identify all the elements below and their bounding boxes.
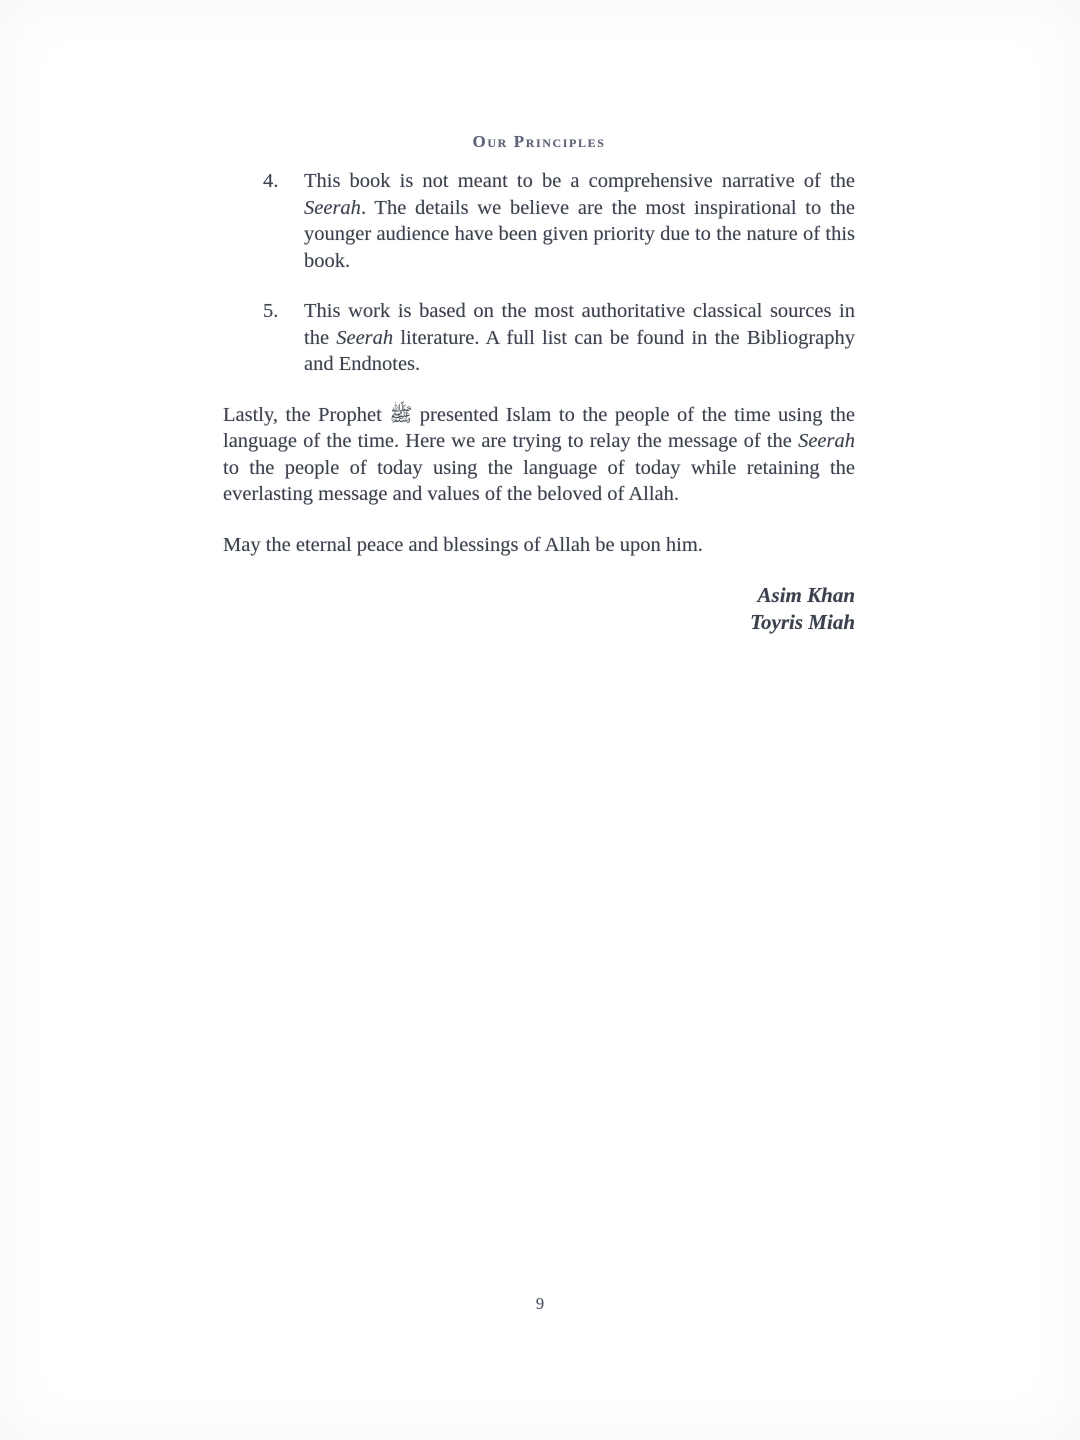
list-item-5-text-italic: Seerah	[336, 326, 394, 349]
closing-paragraph-b: presented Islam to the people of the time using the language of the time. Here we are trying to relay the message of the	[223, 403, 855, 452]
pbuh-symbol: ﷺ	[389, 403, 413, 426]
running-header: Our Principles	[472, 132, 606, 151]
list-item-5-text	[304, 298, 855, 378]
signature-author-1: Asim Khan	[757, 583, 855, 607]
list-item-4-text-italic: Seerah	[304, 196, 361, 219]
dua-paragraph: May the eternal peace and blessings of Allah be upon him.	[223, 533, 703, 556]
list-item-5	[223, 298, 855, 378]
list-item-4	[223, 168, 855, 274]
list-item-5-number: 5.	[263, 300, 279, 322]
list-item-4-number: 4.	[263, 170, 279, 192]
closing-paragraph-c: to the people of today using the language of today while retaining the everlasting message and values of the beloved of Allah.	[223, 456, 855, 505]
page-content	[223, 132, 855, 636]
list-item-5-text-b: literature. A full list can be found in the Bibliography and Endnotes.	[304, 326, 855, 375]
page-number: 9	[535, 1294, 545, 1313]
list-item-4-text-b: . The details we believe are the most inspirational to the younger audience have been given priority due to the nature of this book.	[304, 196, 855, 272]
list-item-4-text	[304, 168, 855, 274]
signature-author-2: Toyris Miah	[750, 610, 855, 634]
closing-paragraph-italic: Seerah	[798, 430, 855, 452]
signature-block	[223, 582, 855, 636]
closing-paragraph-a: Lastly, the Prophet	[223, 403, 390, 426]
list-item-5-text-a: This work is based on the most authoritative classical sources in the	[304, 300, 855, 349]
list-item-4-text-a: This book is not meant to be a comprehensive narrative of the	[304, 170, 855, 192]
closing-paragraph	[223, 402, 855, 508]
